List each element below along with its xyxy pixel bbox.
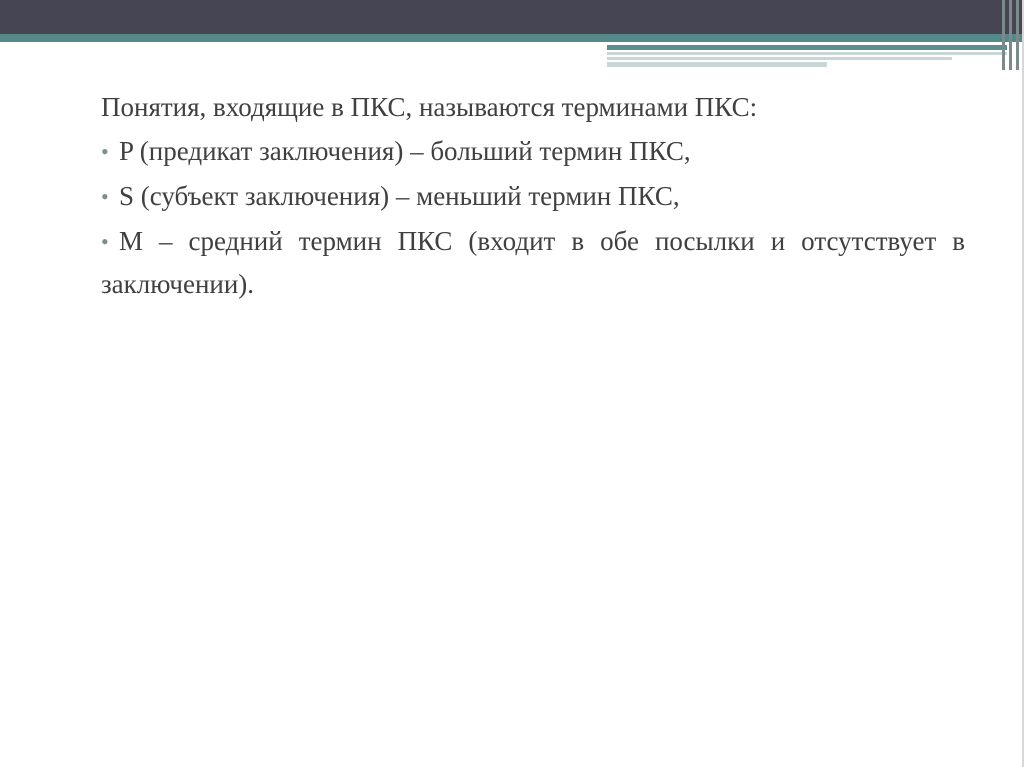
header-accent-line <box>607 52 1007 55</box>
edge-decoration <box>1000 0 1024 70</box>
bullet-text: P (предикат заключения) – больший термин ПКС, <box>119 136 691 166</box>
intro-text: Понятия, входящие в ПКС, называются терминами ПКС: <box>101 92 758 122</box>
slide-body <box>101 86 965 307</box>
bullet-text: S (субъект заключения) – меньший термин ПКС, <box>119 181 680 211</box>
header-dark-band <box>0 0 1024 34</box>
header-accent-line <box>607 62 827 67</box>
bullet-marker: • <box>101 139 109 164</box>
bullet-item <box>101 175 965 218</box>
bullet-marker: • <box>101 229 109 254</box>
bullet-text: M – средний термин ПКС (входит в обе посылки и отсутствует в заключении). <box>101 226 965 299</box>
header-accent-line <box>607 57 952 60</box>
bullet-item <box>101 130 965 173</box>
header-teal-band <box>0 34 1024 42</box>
bullet-item <box>101 220 965 305</box>
header-accent-line <box>607 45 1007 50</box>
bullet-marker: • <box>101 184 109 209</box>
